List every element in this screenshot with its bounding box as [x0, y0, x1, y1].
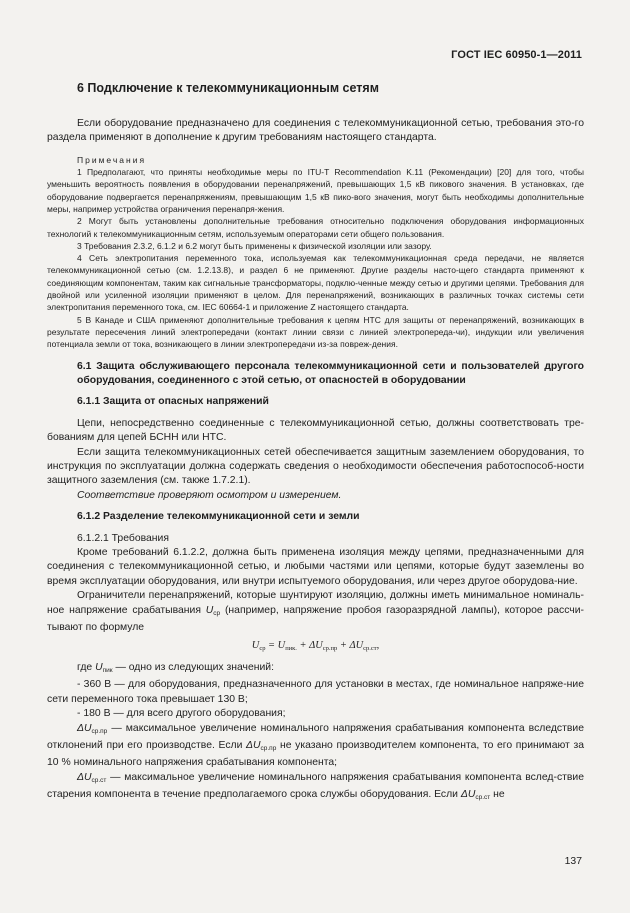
definition-paragraph: $\Delta U_{ср.пр}$ — максимальное увеличение номинального напряжения срабатывания компонента вследствие отклонений при его производстве. Если $\Delta U_{ср.пр}$ не указано производителем компонента, то его принимают за 10 % номинального напряжения срабатывания компонента; — [47, 722, 584, 769]
list-item: - 180 В — для всего другого оборудования; — [77, 708, 286, 720]
note-item: 5 В Канаде и США применяют дополнительные требования к цепям НТС для защиты от перенапряжений, возникающих в результате пересечения линий электропередачи (контакт линии связи с линией электропереда-чи), индукции или увеличения потенциала земли от тока, возникающего в линии электропередачи из-за повреж-дения. — [47, 314, 584, 350]
page-content — [47, 80, 584, 806]
paragraph: Кроме требований 6.1.2.2, должна быть применена изоляция между цепями, предназначенными для соединения с телекоммуникационной сетью, и любыми частями или цепями, которые будут заземлены во время эксплуатации оборудования, или внутри испытуемого оборудования, или через другое оборудова-ние. — [47, 547, 584, 587]
paragraph: Ограничители перенапряжений, которые шунтируют изоляцию, должны иметь минимальное номиналь-ное напряжение срабатывания $U_{ср}$ (например, напряжение пробоя газоразрядной лампы), которое рассчи-тывают по формуле — [47, 590, 584, 634]
list-item: - 360 В — для оборудования, предназначенного для установки в местах, где номинальное напряже-ние сети переменного тока превышает 130 В; — [47, 679, 584, 705]
where-line: где $U_{пик}$ — одно из следующих значений: — [77, 661, 274, 674]
note-item: 4 Сеть электропитания переменного тока, используемая как телекоммуникационная среда передачи, не является телекоммуникационной сетью (см. 1.2.13.8), и раздел 6 не применяют. Другие разделы насто-щего стандарта применяют к соединяющим компонентам, таким как сигнальные трансформаторы, подклю-ченные между сетью и другими цепями. Требования для двойной или усиленной изоляции применяют в целом. Для перенапряжений, возникающих в различных точках системы сети электропитания переменного тока, см. IEC 60664-1 и приложение Z настоящего стандарта. — [47, 253, 584, 313]
subsection-6-1-title: 6.1 Защита обслуживающего персонала телекоммуникационной сети и пользователей другого оборудования, соединенного с этой сетью, от опасностей в оборудовании — [77, 360, 584, 386]
formula: $U_{ср} = U_{пик.} + \Delta U_{ср.пр} + \Delta U_{ср.ст}$, — [251, 640, 380, 653]
subsection-6-1-2-1-title: 6.1.2.1 Требования — [77, 532, 169, 544]
subsection-6-1-2-title: 6.1.2 Разделение телекоммуникационной сети и земли — [77, 511, 360, 523]
compliance-paragraph: Соответствие проверяют осмотром и измерением. — [77, 489, 342, 501]
note-item: 1 Предполагают, что приняты необходимые меры по ITU-T Recommendation K.11 (Рекомендации) [20] для того, чтобы уменьшить вероятность появления в оборудовании перенапряжений, превышающих 1,5 кВ пикового значения. В установках, где оборудование подвергается перенапряжениям, превышающим 1,5 кВ пико-вого значения, могут быть необходимы дополнительные меры, например устройства ограничения перенапря-жения. — [47, 167, 584, 214]
subsection-6-1-1-title: 6.1.1 Защита от опасных напряжений — [77, 396, 269, 408]
paragraph: Цепи, непосредственно соединенные с телекоммуникационной сетью, должны соответствовать тре-бованиям для цепей БСНН или НТС. — [47, 417, 584, 444]
intro-paragraph: Если оборудование предназначено для соединения с телекоммуникационной сетью, требования это-го раздела применяют в дополнение к другим требованиям настоящего стандарта. — [47, 118, 584, 144]
page-number: 137 — [564, 856, 582, 867]
definition-paragraph: $\Delta U_{ср.ст}$ — максимальное увеличение номинального напряжения срабатывания компонента вслед-ствие старения компонента в течение предполагаемого срока службы оборудования. Если $\Delta U_{ср.ст}$ не — [47, 771, 584, 802]
note-item: 2 Могут быть установлены дополнительные требования относительно подключения оборудования информационных технологий к телекоммуникационным сетям, используемым операторами сети общего пользования. — [47, 216, 584, 239]
section-title: 6 Подключение к телекоммуникационным сетям — [77, 81, 379, 95]
standard-header: ГОСТ IEC 60950-1—2011 — [451, 49, 582, 61]
paragraph: Если защита телекоммуникационных сетей обеспечивается защитным заземлением оборудования, то инструкция по эксплуатации должна содержать сведения о необходимости обеспечения работоспособ-ности защитного заземления (см. также 1.7.2.1). — [47, 446, 584, 487]
notes-title: Примечания — [77, 154, 147, 165]
notes-block — [47, 154, 584, 351]
note-item: 3 Требования 2.3.2, 6.1.2 и 6.2 могут быть применены к физической изоляции или зазору. — [77, 240, 432, 251]
